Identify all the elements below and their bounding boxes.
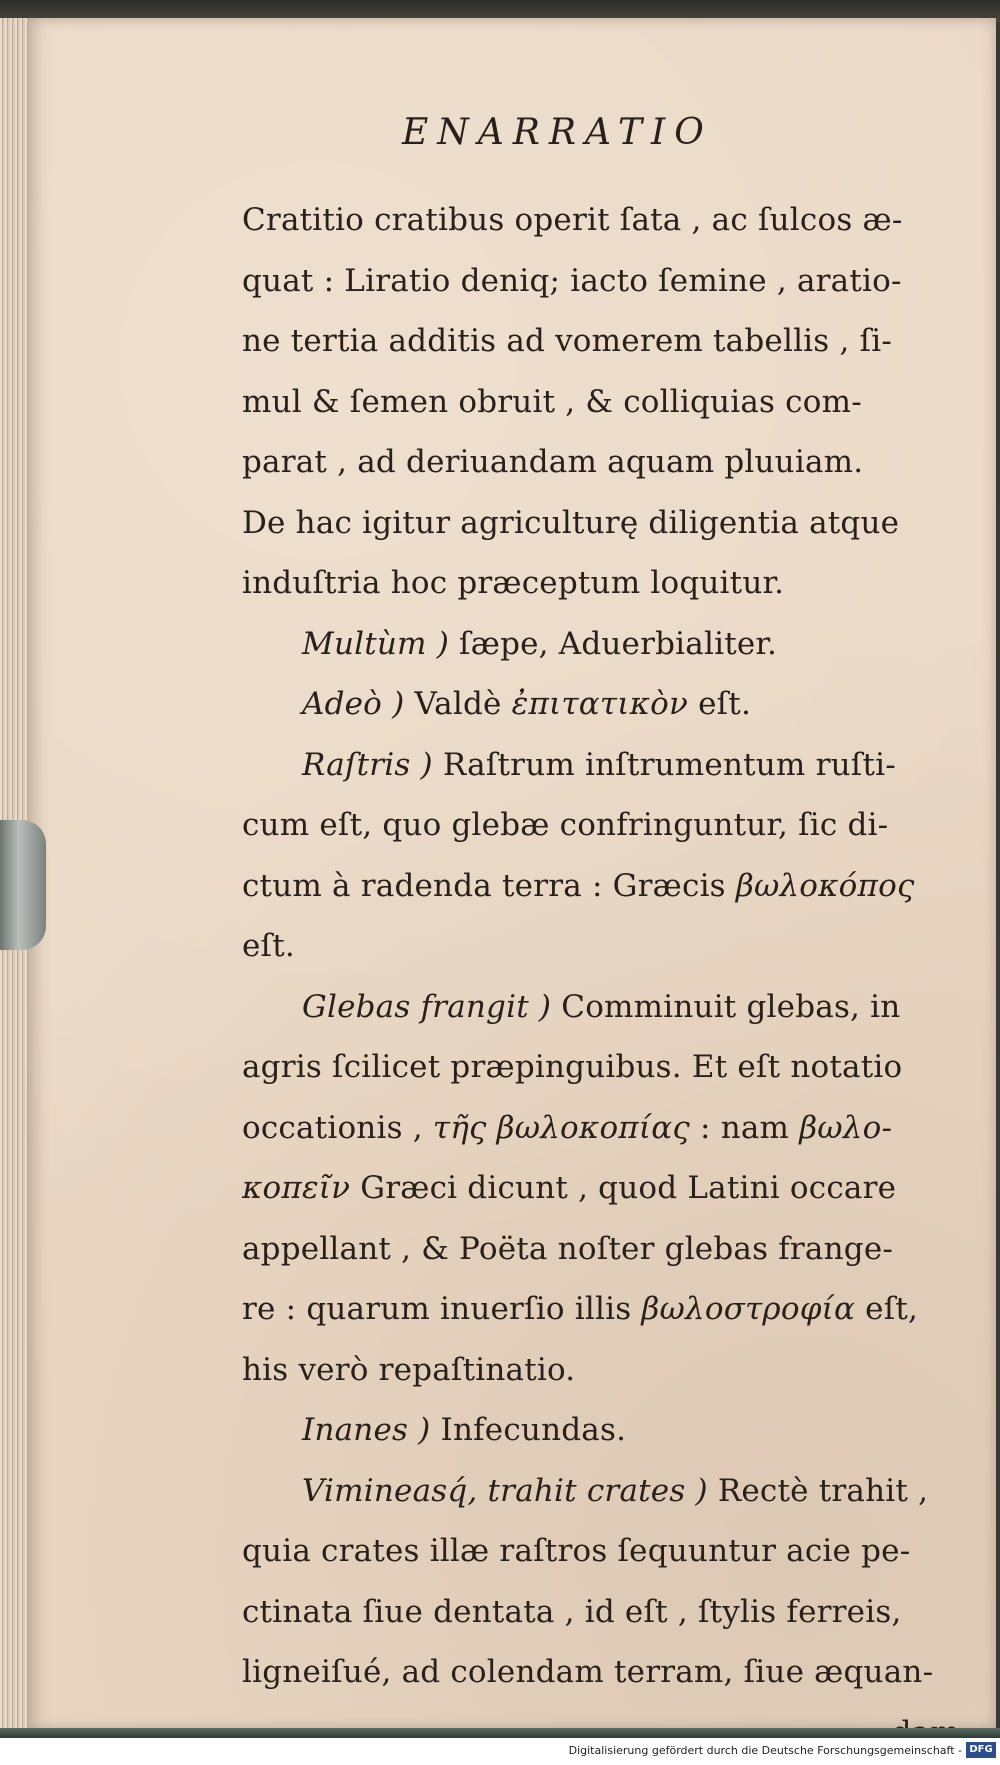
text-line: κοπεῖν Græci dicunt , quod Latini occare — [242, 1170, 897, 1206]
greek-word: ἐπιτατικὸν — [511, 686, 689, 722]
dfg-logo: DFG — [966, 1742, 996, 1758]
text-line: eſt. — [242, 928, 295, 964]
text-line: occationis , τῆς βωλοκοπίας : nam βωλο- — [242, 1109, 893, 1146]
text-line: mul & ſemen obruit , & colliquias com- — [242, 383, 862, 420]
text-line: ctinata ſiue dentata , id eſt , ſtylis ferreis, — [242, 1593, 902, 1630]
text-line: induſtria hoc præceptum loquitur. — [242, 565, 785, 601]
text-line: parat , ad deriuandam aquam pluuiam. — [242, 444, 864, 480]
lemma: Vimineasq́, trahit crates ) — [302, 1472, 708, 1509]
lemma-line: Multùm ) ſæpe, Aduerbialiter. — [302, 625, 778, 662]
book-clasp — [0, 820, 46, 950]
lemma-line: Raſtris ) Raſtrum inſtrumentum ruſti- — [302, 746, 896, 783]
lemma-line: Glebas frangit ) Comminuit glebas, in — [302, 988, 901, 1025]
text-line: quat : Liratio deniq; iacto ſemine , aratio- — [242, 262, 902, 299]
commentary-text — [242, 190, 972, 1763]
book-bottom-edge — [0, 1728, 1000, 1738]
text-line: Cratitio cratibus operit ſata , ac ſulcos æ- — [242, 202, 903, 238]
greek-word: βωλοκόπος — [735, 867, 915, 904]
text-line: quia crates illæ raſtros ſequuntur acie pe- — [242, 1533, 911, 1569]
running-head: ENARRATIO — [402, 112, 713, 153]
lemma-line: Inanes ) Infecundas. — [302, 1412, 627, 1448]
greek-word: βωλο- — [799, 1109, 893, 1146]
text-line: De hac igitur agriculturę diligentia atque — [242, 504, 900, 541]
greek-word: τῆς βωλοκοπίας — [432, 1109, 690, 1146]
text-line: cum eſt, quo glebæ confringuntur, ſic di- — [242, 807, 889, 843]
lemma: Glebas frangit ) — [302, 988, 552, 1025]
text-line: re : quarum inuerſio illis βωλοστροφία eſt, — [242, 1291, 919, 1327]
text-line: ctum à radenda terra : Græcis βωλοκόπος — [242, 867, 915, 904]
lemma: Adeò ) — [302, 686, 405, 722]
lemma: Raſtris ) — [302, 746, 433, 783]
lemma-line: Adeò ) Valdè ἐπιτατικὸν eſt. — [302, 686, 752, 722]
greek-word: βωλοστροφία — [641, 1291, 856, 1327]
greek-word: κοπεῖν — [242, 1170, 351, 1206]
text-line: his verò repaſtinatio. — [242, 1351, 576, 1388]
lemma-line: Vimineasq́, trahit crates ) Rectè trahit , — [302, 1472, 929, 1509]
text-line: ne tertia additis ad vomerem tabellis , ſi- — [242, 323, 893, 359]
lemma: Inanes ) — [302, 1412, 431, 1448]
digitization-credit: Digitalisierung gefördert durch die Deutsche Forschungsgemeinschaft - — [568, 1744, 962, 1757]
lemma: Multùm ) — [302, 625, 449, 662]
text-line: agris ſcilicet præpinguibus. Et eſt notatio — [242, 1049, 903, 1085]
text-line: appellant , & Poëta noſter glebas frange- — [242, 1230, 894, 1267]
text-line: ligneiſué, ad colendam terram, ſiue æquan- — [242, 1654, 934, 1690]
